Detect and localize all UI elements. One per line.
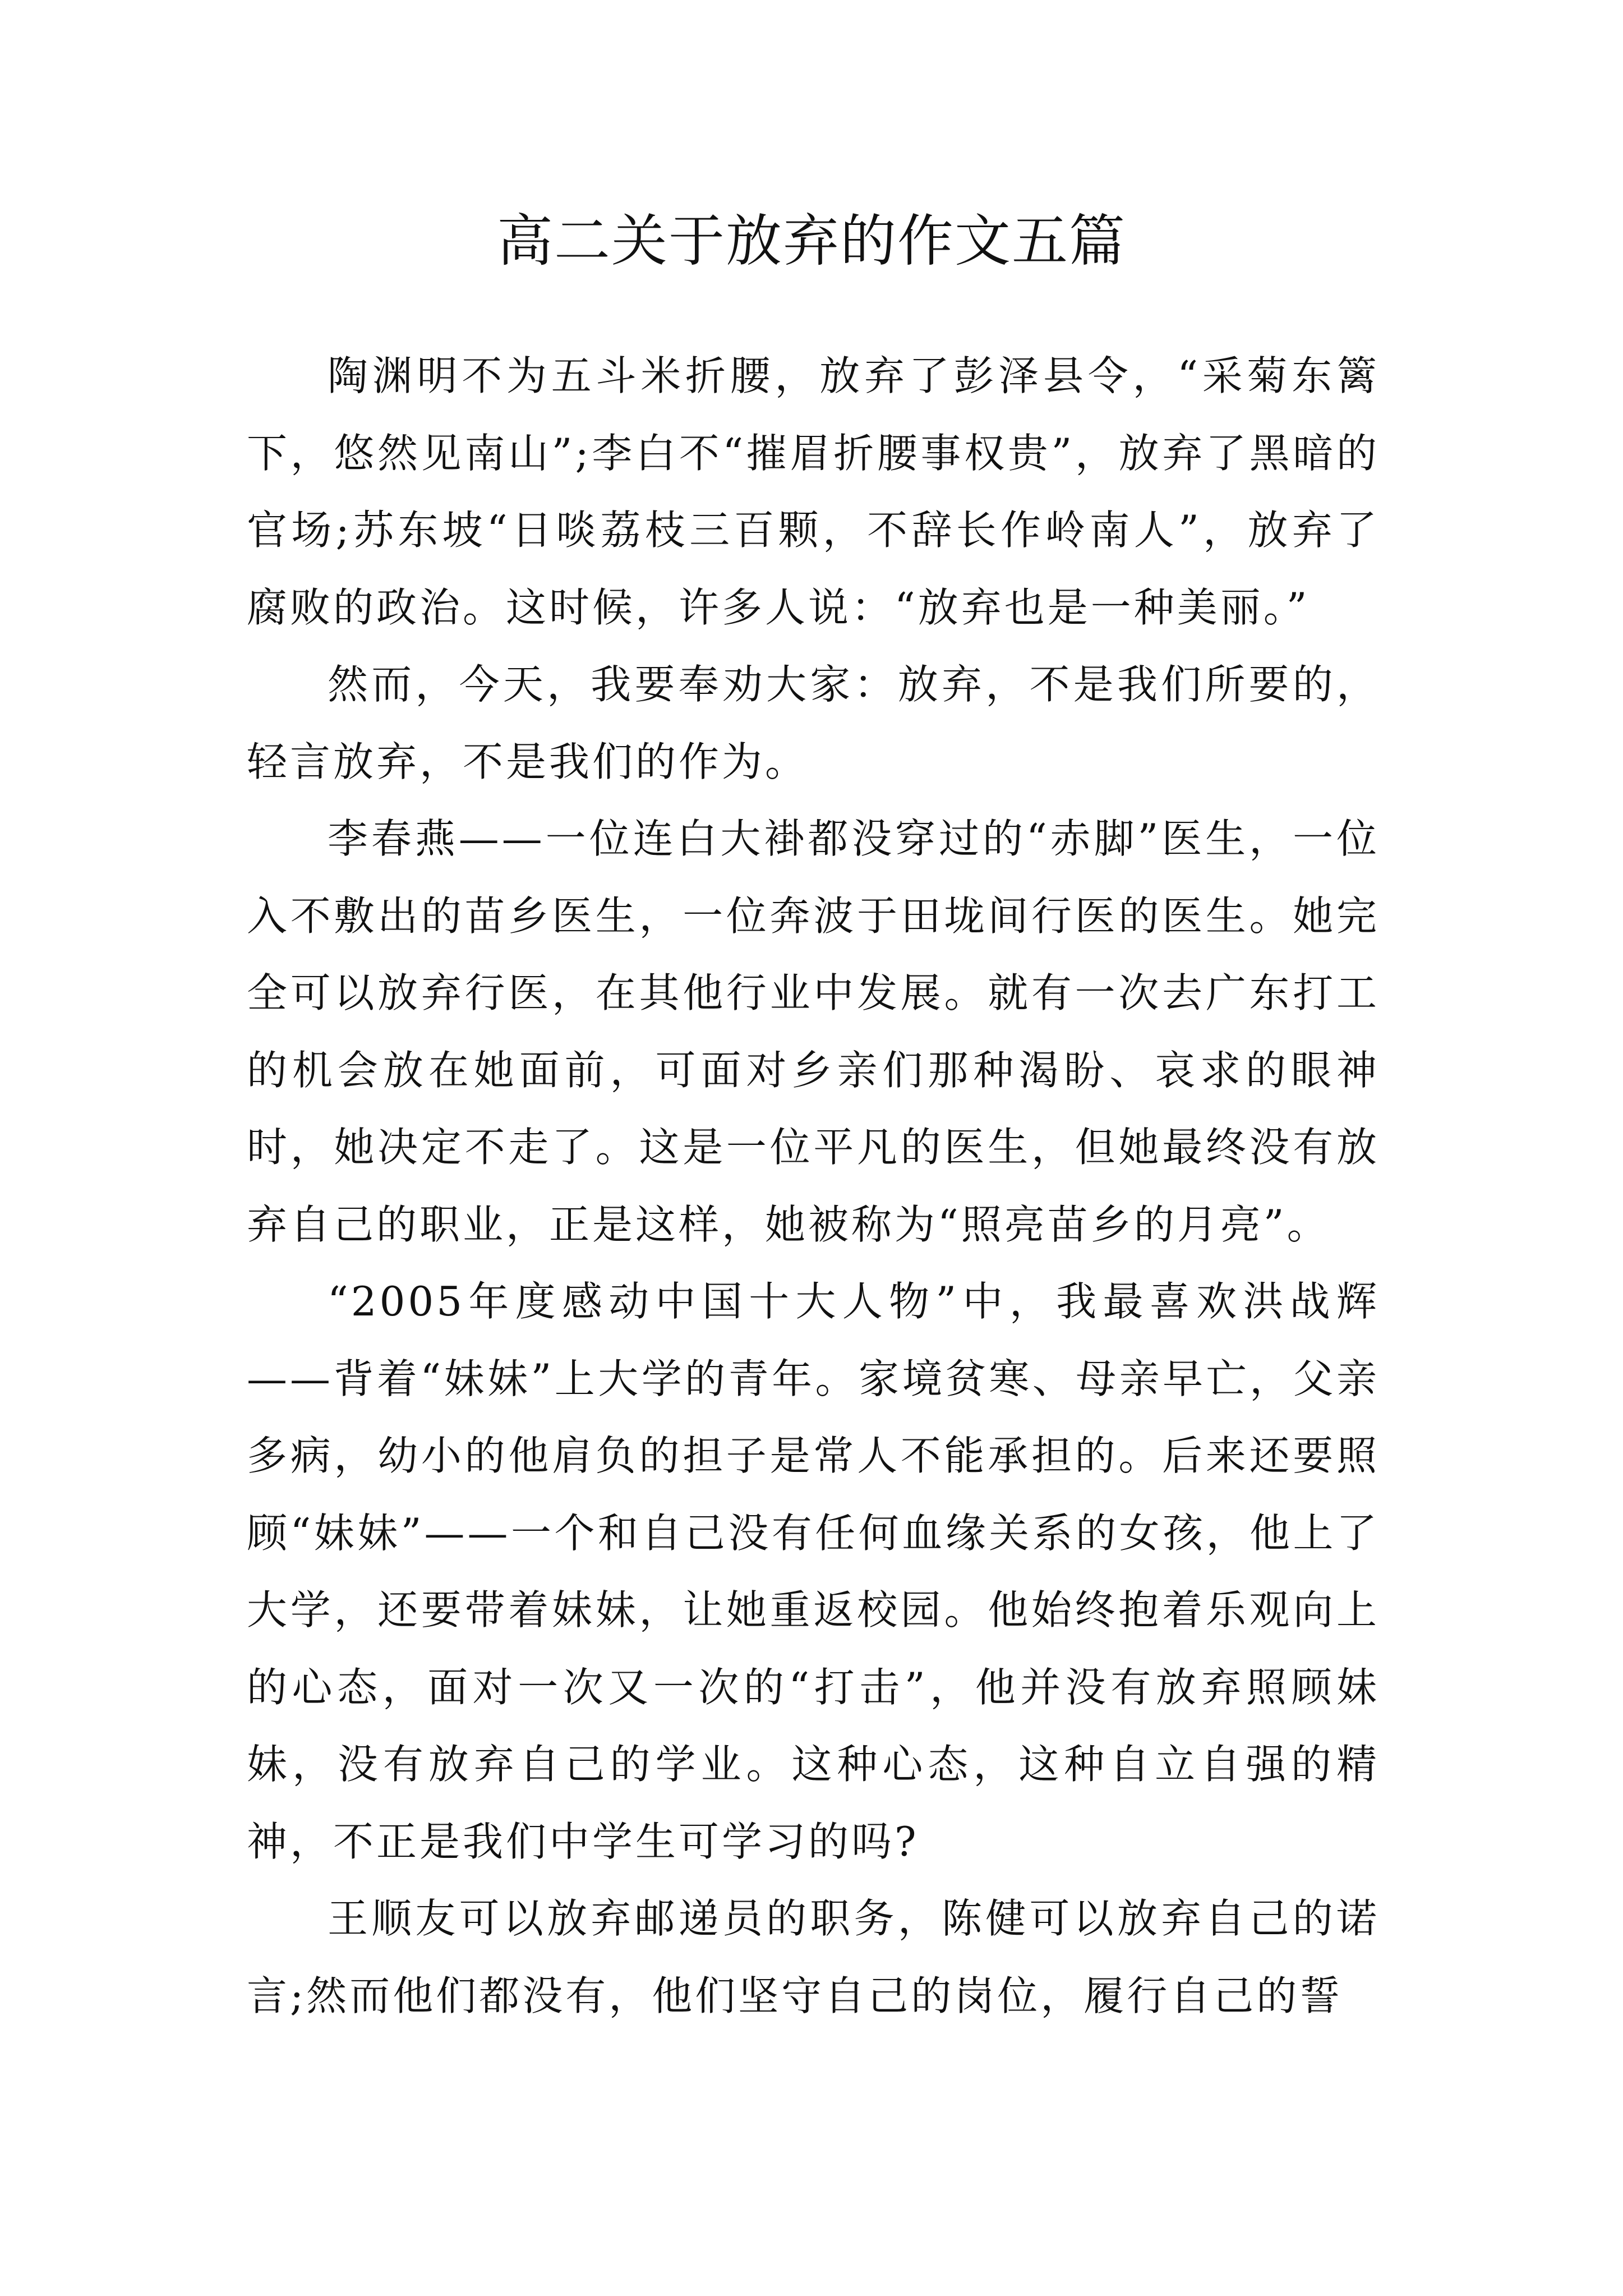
paragraph-5: 王顺友可以放弃邮递员的职务，陈健可以放弃自己的诺言;然而他们都没有，他们坚守自己的岗位，履行自己的誓	[247, 1895, 1380, 2019]
paragraph-3: 李春燕——一位连白大褂都没穿过的“赤脚”医生，一位入不敷出的苗乡医生，一位奔波于田垅间行医的医生。她完全可以放弃行医，在其他行业中发展。就有一次去广东打工的机会放在她面前，可面对乡亲们那种渴盼、哀求的眼神时，她决定不走了。这是一位平凡的医生，但她最终没有放弃自己的职业，正是这样，她被称为“照亮苗乡的月亮”。	[247, 815, 1380, 1248]
paragraph-1: 陶渊明不为五斗米折腰，放弃了彭泽县令，“采菊东篱下，悠然见南山”;李白不“摧眉折腰事权贵”，放弃了黑暗的官场;苏东坡“日啖荔枝三百颗，不辞长作岭南人”，放弃了腐败的政治。这时候，许多人说：“放弃也是一种美丽。”	[247, 352, 1380, 631]
paragraph-2: 然而，今天，我要奉劝大家：放弃，不是我们所要的，轻言放弃，不是我们的作为。	[247, 661, 1380, 785]
paragraph-4: “2005年度感动中国十大人物”中，我最喜欢洪战辉——背着“妹妹”上大学的青年。家境贫寒、母亲早亡，父亲多病，幼小的他肩负的担子是常人不能承担的。后来还要照顾“妹妹”——一个和自己没有任何血缘关系的女孩，他上了大学，还要带着妹妹，让她重返校园。他始终抱着乐观向上的心态，面对一次又一次的“打击”，他并没有放弃照顾妹妹，没有放弃自己的学业。这种心态，这种自立自强的精神，不正是我们中学生可学习的吗?	[247, 1278, 1380, 1865]
document-body	[247, 338, 1380, 2035]
document-title: 高二关于放弃的作文五篇	[497, 208, 1126, 274]
